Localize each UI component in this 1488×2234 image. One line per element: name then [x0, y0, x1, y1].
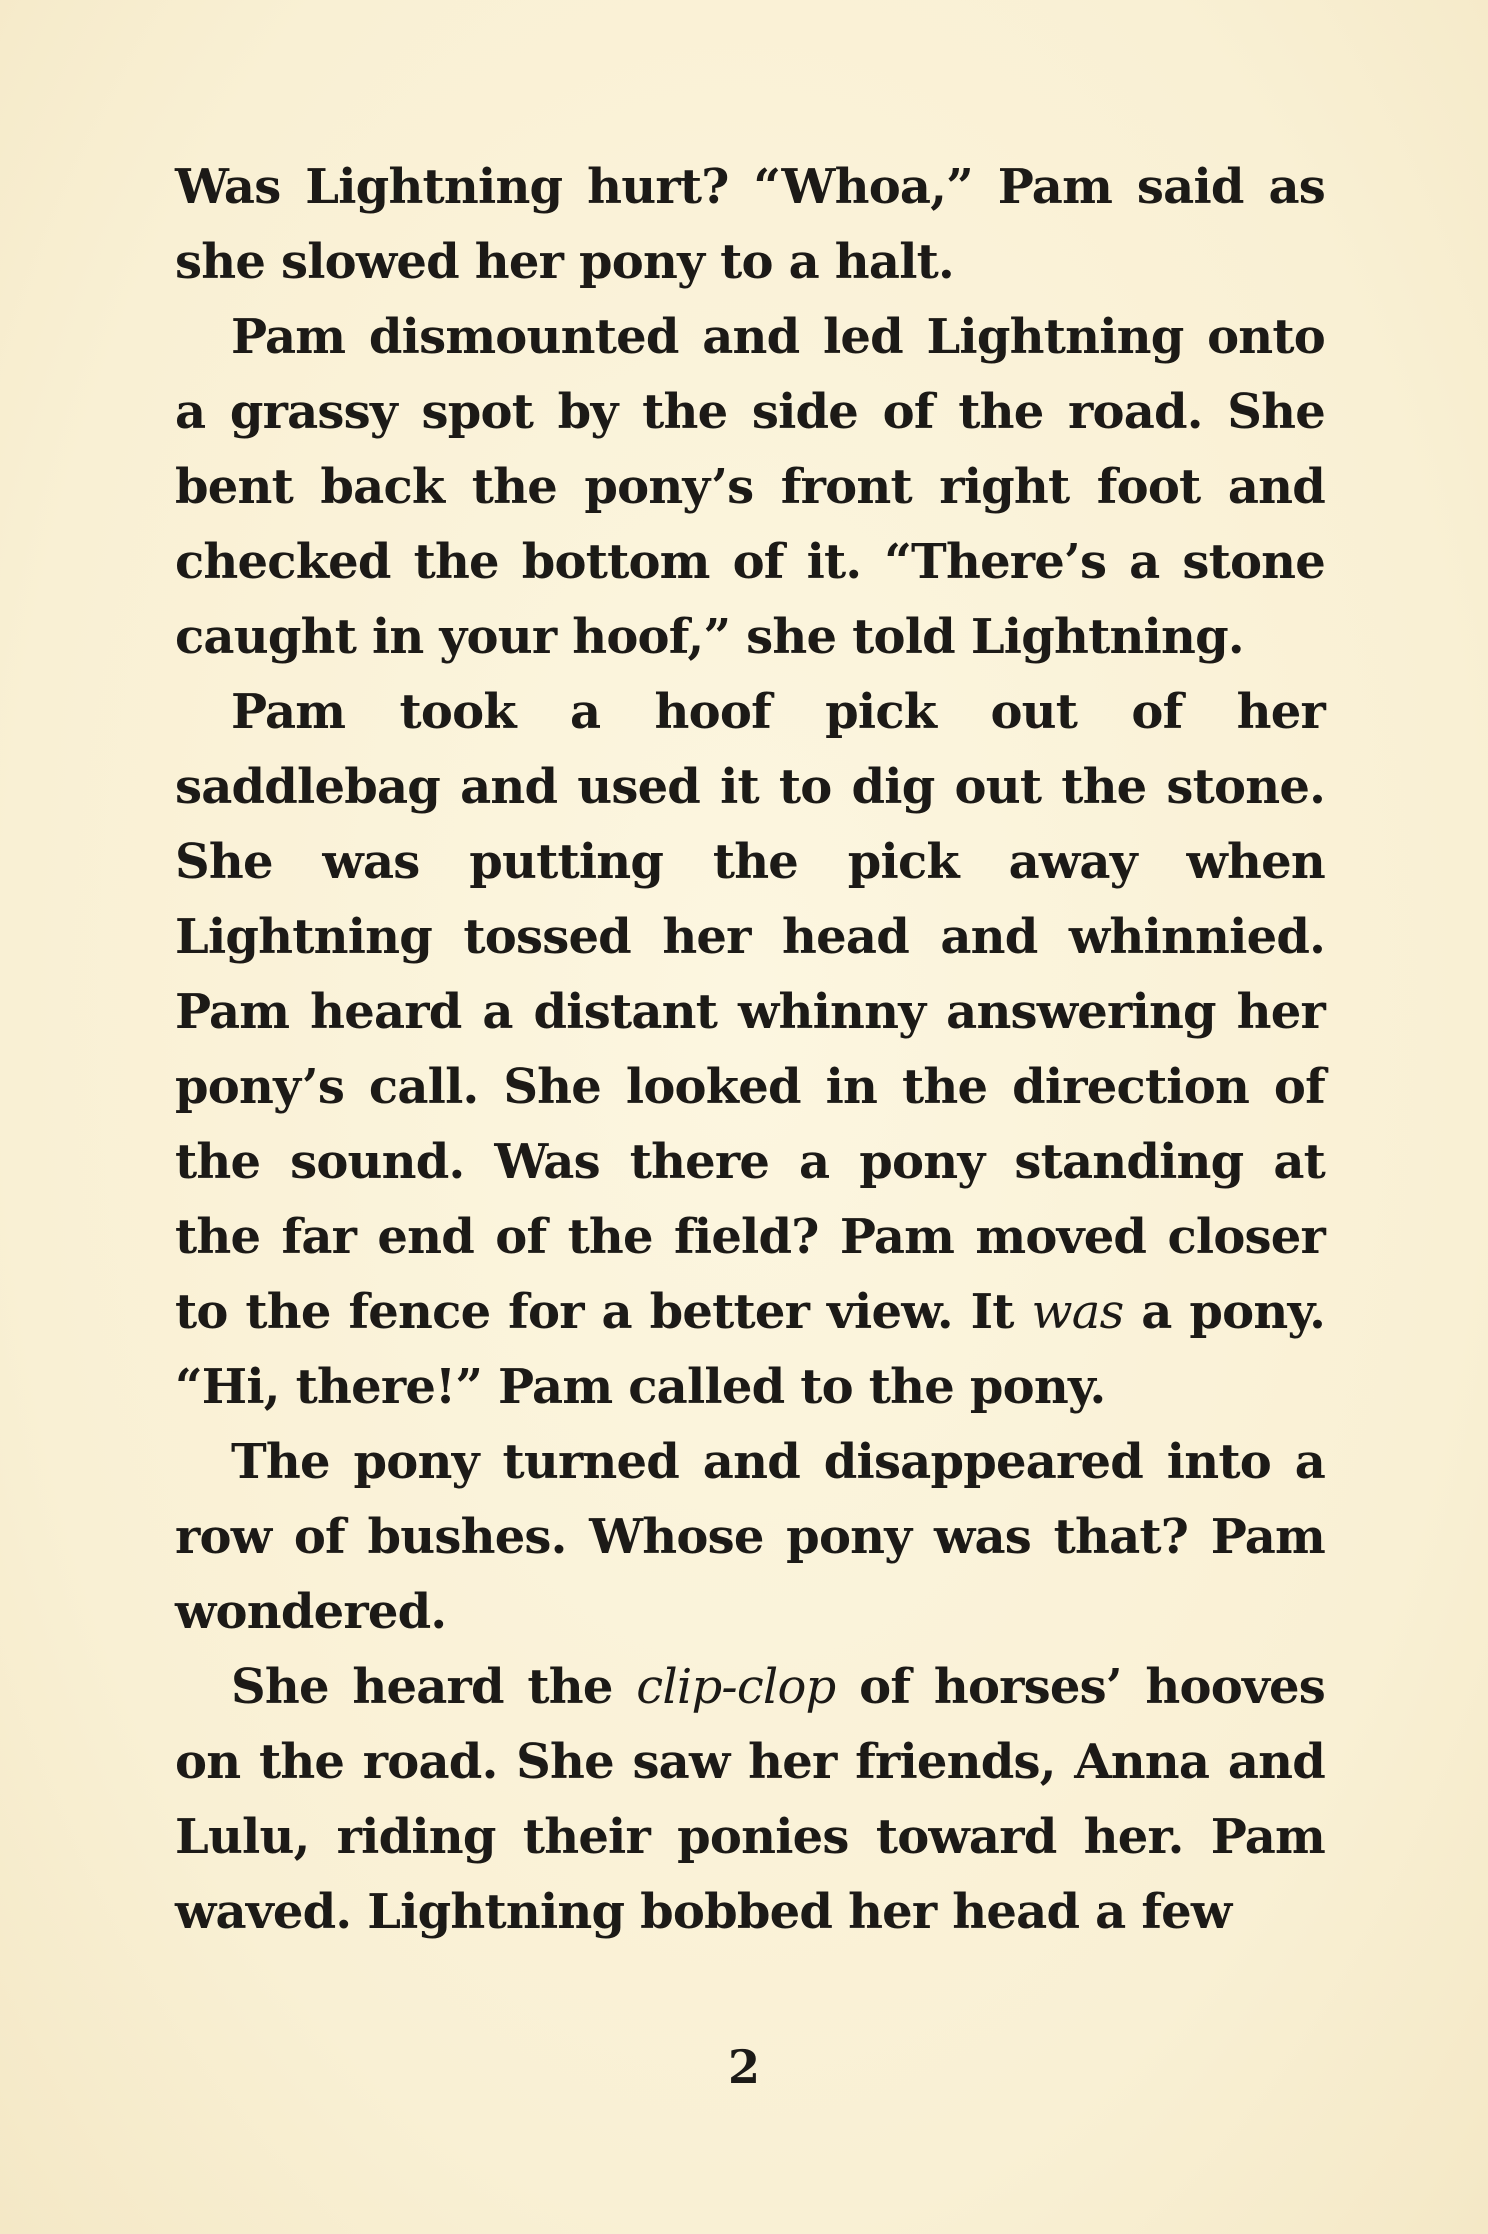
paragraph-5-text-b: of horses’ hooves on the road. She saw her friends, Anna and Lulu, riding their ponies toward her. Pam waved. Lightning bobbed her head a few — [175, 1659, 1325, 1940]
page-number: 2 — [727, 2040, 760, 2094]
paragraph-2 — [175, 300, 1325, 675]
paragraph-5 — [175, 1650, 1325, 1950]
paragraph-3 — [175, 675, 1325, 1425]
paragraph-3-text-b: a pony. “Hi, there!” Pam called to the pony. — [175, 1284, 1325, 1415]
paragraph-5-text-a: She heard the — [231, 1659, 637, 1715]
paragraph-5-italic-clip-clop: clip-clop — [636, 1659, 836, 1715]
paragraph-1 — [175, 150, 1325, 300]
paragraph-3-italic-was: was — [1031, 1284, 1124, 1340]
body-text — [175, 150, 1325, 1950]
paragraph-4 — [175, 1425, 1325, 1650]
paragraph-1-text: Was Lightning hurt? “Whoa,” Pam said as she slowed her pony to a halt. — [175, 159, 1325, 290]
paragraph-2-text: Pam dismounted and led Lightning onto a grassy spot by the side of the road. She bent back the pony’s front right foot and checked the bottom of it. “There’s a stone caught in your hoof,” she told Lightning. — [175, 309, 1325, 665]
paragraph-4-text: The pony turned and disappeared into a row of bushes. Whose pony was that? Pam wondered. — [175, 1434, 1325, 1640]
paragraph-3-text-a: Pam took a hoof pick out of her saddlebag and used it to dig out the stone. She was putting the pick away when Lightning tossed her head and whinnied. Pam heard a distant whinny answering her pony’s call. She looked in the direction of the sound. Was there a pony standing at the far end of the field? Pam moved closer to the fence for a better view. It — [175, 684, 1325, 1340]
